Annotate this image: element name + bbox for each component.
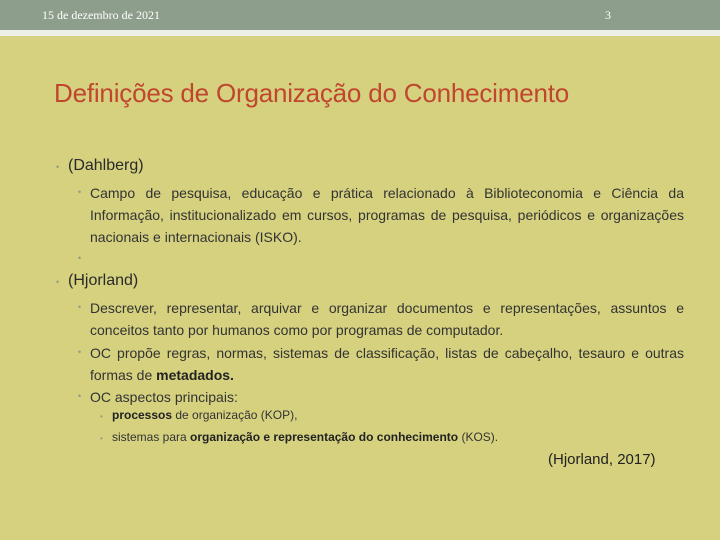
oc-rules-item bbox=[90, 342, 684, 386]
section-heading-dahlberg: (Dahlberg) bbox=[68, 157, 144, 174]
bullet-icon: • bbox=[56, 162, 60, 172]
bullet-icon: • bbox=[100, 434, 103, 443]
aspect-processes-bold: processos bbox=[112, 408, 173, 422]
hjorland-definition: Descrever, representar, arquivar e organizar documentos e representações, assuntos e conceitos tanto por humanos como por programas de computador. bbox=[90, 300, 684, 338]
bullet-icon: • bbox=[100, 412, 103, 421]
slide-number: 3 bbox=[605, 8, 611, 22]
aspect-systems-before: sistemas para bbox=[112, 430, 191, 444]
aspect-processes bbox=[112, 408, 297, 422]
oc-aspects-item: OC aspectos principais: bbox=[90, 389, 238, 405]
bullet-icon: • bbox=[78, 391, 82, 401]
slide-date: 15 de dezembro de 2021 bbox=[42, 8, 160, 22]
oc-rules-text: OC propõe regras, normas, sistemas de classificação, listas de cabeçalho, tesauro e outras formas de bbox=[90, 345, 684, 383]
bullet-icon: • bbox=[78, 253, 82, 263]
bullet-icon: • bbox=[56, 277, 60, 287]
aspect-processes-text: de organização (KOP), bbox=[172, 408, 298, 422]
oc-rules-bold: metadados. bbox=[156, 367, 234, 383]
slide-title: Definições de Organização do Conhecimento bbox=[54, 78, 569, 108]
section-heading-hjorland: (Hjorland) bbox=[68, 272, 139, 289]
aspect-systems-after: (KOS). bbox=[458, 430, 499, 444]
aspect-systems bbox=[112, 430, 498, 444]
citation: (Hjorland, 2017) bbox=[548, 451, 656, 468]
bullet-icon: • bbox=[78, 302, 82, 312]
bullet-icon: • bbox=[78, 187, 82, 197]
header-divider bbox=[0, 30, 720, 36]
aspect-systems-bold: organização e representação do conhecimento bbox=[190, 430, 459, 444]
dahlberg-definition: Campo de pesquisa, educação e prática relacionado à Biblioteconomia e Ciência da Informação, institucionalizado em cursos, programas de pesquisa, periódicos e organizações nacionais e internacionais (ISKO). bbox=[90, 185, 684, 245]
bullet-icon: • bbox=[78, 347, 82, 357]
